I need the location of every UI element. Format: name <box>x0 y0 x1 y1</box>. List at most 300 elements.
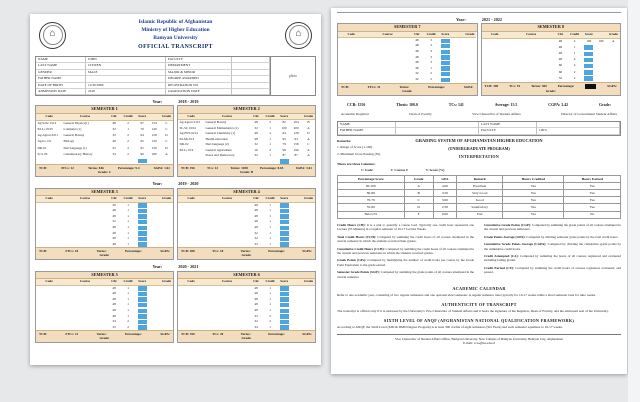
table-cell: 1 <box>127 208 129 213</box>
table-cell: 2 <box>127 145 129 150</box>
course-cell: General Physics(1) <box>63 120 89 125</box>
table-cell: 79 <box>282 142 286 147</box>
semester-column-header: Code <box>178 196 204 202</box>
info-label: DEGREE AWARDED <box>166 76 232 82</box>
table-cell: C <box>165 127 168 132</box>
table-cell: 1 <box>269 241 271 246</box>
score-highlight <box>441 72 450 76</box>
info-label: REGISTRATION NO <box>166 83 232 89</box>
semester-title: SEMESTER 7 <box>338 24 477 32</box>
table-cell: 1 <box>573 50 576 55</box>
score-highlight <box>280 209 289 213</box>
course-cell: contemporary History <box>63 151 93 156</box>
semester-column-header: Course <box>508 32 554 39</box>
table-cell: 48 <box>254 136 258 141</box>
grade-table-cell: 80-89 <box>338 190 405 197</box>
year-line <box>35 99 316 104</box>
grade-table-header-row <box>338 175 621 182</box>
window-background-strip <box>628 0 640 402</box>
table-cell: 1 <box>269 324 271 329</box>
table-cell: 3 <box>430 60 432 65</box>
score-highlight <box>441 66 450 70</box>
table-cell: 140 <box>151 127 157 132</box>
grade-table-cell: D <box>404 204 433 211</box>
table-cell: 1 <box>430 65 432 70</box>
table-cell: 3 <box>430 49 432 54</box>
tcb-part: SGPA: <box>302 249 312 254</box>
year-block-2021-2022 <box>337 12 621 96</box>
score-highlight <box>441 61 450 65</box>
national-emblem-right-icon <box>285 22 312 49</box>
table-cell: 65 <box>140 139 144 144</box>
semester-grid <box>338 32 477 83</box>
semester-column-header: Code <box>36 114 62 121</box>
semester-column-header: Chr <box>250 279 262 285</box>
table-cell: 48 <box>112 213 116 218</box>
table-cell: D <box>165 133 168 138</box>
semester-column-header: Credit <box>120 114 136 121</box>
course-cell: General Mathematics (1) <box>205 125 239 130</box>
tcb-part: Terms: <box>96 332 107 337</box>
definition-item: Cumulative Grade Points (CGP): Computed by summing the grade points of all courses attempted in the current and previous semesters. <box>484 222 621 232</box>
table-cell: 2 <box>127 133 129 138</box>
table-cell: 48 <box>112 236 116 241</box>
table-cell: C <box>165 139 168 144</box>
score-highlight <box>280 286 289 290</box>
table-cell: 48 <box>112 308 116 313</box>
score-highlight <box>138 303 147 307</box>
anqf-heading: SIXTH LEVEL OF ANQF (AFGHANISTAN NATIONAL QUALIFICATION FRAMEWORK) <box>383 317 575 323</box>
table-cell: 64 <box>140 133 144 138</box>
table-cell: 1 <box>127 236 129 241</box>
name-table-value: 100% <box>537 128 620 135</box>
definition-item: Credit Attempted (CA): Computed by summing the hours of all courses registered and evaluated including failing grades. <box>484 254 621 263</box>
university-title: Bamyan University <box>153 34 198 41</box>
table-cell: Ed.Ma 013 <box>179 136 195 141</box>
table-cell: 48 <box>112 208 116 213</box>
table-cell: 1 <box>269 308 271 313</box>
tcb-grade: Grade: <box>545 88 556 93</box>
table-cell: 48 <box>254 202 258 207</box>
semester-column-header: Chr <box>554 32 566 39</box>
table-cell: 87 <box>282 153 286 158</box>
tcb-part: TCB: <box>39 332 47 337</box>
footer-email: E-mail: vcsa@bu.edu.af <box>463 341 495 346</box>
semester-row <box>337 23 621 96</box>
grade-table-cell: Very Good <box>457 190 503 197</box>
course-cell: Computer (1) <box>63 127 82 132</box>
table-cell: 70 <box>140 127 144 132</box>
table-cell: Ag.FNS 0214 <box>179 131 198 136</box>
definition-item: Credit Hours (CH): It is a unit to quantify a course load. Typically one credit hour represents one Lecture (55 Minutes) in a regular semester of 16-17 Lecture Weeks. <box>337 222 474 232</box>
grade-table-cell: 3.50 <box>433 190 457 197</box>
country-title: Islamic Republic of Afghanistan <box>138 19 213 25</box>
table-cell: 3 <box>430 43 432 48</box>
academic-calendar-text: Refer to one academic year, consisting of two regular semesters and one optional short semester. A regular semester runs typically for 16-17 weeks while a short semester lasts for nine weeks. <box>337 293 596 298</box>
year-block-2018-2019 <box>35 99 316 177</box>
table-cell: 1 <box>127 313 129 318</box>
tcb-part: Percentage: <box>268 332 285 337</box>
table-cell: 32 <box>254 313 258 318</box>
definition-term: Cumulative Credit Hours (CCH): <box>337 246 386 251</box>
semester-column-header: Grade <box>160 196 173 202</box>
table-cell: 1 <box>269 136 271 141</box>
table-cell: D <box>307 131 310 136</box>
tcb-part: TCB: 390 <box>484 84 499 89</box>
tcb-part: SGPA: 1.61 <box>153 166 170 171</box>
grade-table-cell: B <box>404 190 433 197</box>
table-cell: 4 <box>573 57 576 62</box>
table-cell: 48 <box>112 230 116 235</box>
info-label: MAJOR & MINOR <box>166 70 232 76</box>
table-cell: 82 <box>282 120 286 125</box>
score-highlight <box>138 237 147 241</box>
score-highlight <box>138 309 147 313</box>
tcb-part: SGPA: 3.61 <box>295 166 312 171</box>
year-line <box>35 264 316 269</box>
year-block-2020-2021 <box>35 264 316 343</box>
definition-term: Grade Points Average (GPA): <box>484 234 527 239</box>
semester-column-header <box>595 32 607 39</box>
remarks-items <box>337 144 380 157</box>
semester-table <box>177 105 316 177</box>
semester-column-header: Code <box>36 196 62 202</box>
semester-column-header: Credit <box>120 196 136 202</box>
signature-row <box>337 108 621 118</box>
university-seal-left-icon <box>39 22 66 49</box>
table-cell: SL.SC 0104 <box>179 125 196 130</box>
score-highlight <box>138 209 147 213</box>
table-cell: 1 <box>127 296 129 301</box>
score-highlight <box>280 220 289 224</box>
table-cell: 48 <box>112 120 116 125</box>
name-table-label: LAST NAME <box>479 122 537 129</box>
score-highlight <box>441 44 450 48</box>
table-cell: 87 <box>294 153 298 158</box>
semester-column-header: Grade <box>160 279 173 285</box>
tcb-part: SGPA: <box>160 249 170 254</box>
tcb-part: TCs: 19 <box>509 84 521 89</box>
semester-table <box>35 271 174 344</box>
table-cell: 48 <box>112 241 116 246</box>
info-label: FACULTY <box>166 57 232 63</box>
semester-title: SEMESTER 3 <box>36 189 173 197</box>
table-cell: 1 <box>269 219 271 224</box>
table-cell: 180 <box>151 151 157 156</box>
ministry-title: Ministry of Higher Education <box>141 26 210 33</box>
semester-table <box>35 105 174 177</box>
semester-row <box>35 271 316 344</box>
table-cell: 32 <box>415 76 419 81</box>
tcb-grade: Grade: <box>99 253 110 258</box>
table-cell: Ag.Agron 0211 <box>37 133 59 138</box>
grade-table-cell: Good <box>457 197 503 204</box>
remark-item: 1. Range of Score (1-100) <box>337 145 373 150</box>
grade-table-cell: No <box>564 211 621 218</box>
tcb-part: Percentage: <box>125 332 142 337</box>
name-table-value <box>396 122 479 129</box>
semester-column-header: Credit <box>262 196 278 202</box>
table-cell: 100 <box>586 38 592 43</box>
grade-table-cell: Yes <box>564 204 621 211</box>
course-cell: Peace and Democracy <box>205 153 235 158</box>
grade-table-cell: 90-100 <box>338 182 405 189</box>
semester-column-header: Grade <box>160 114 173 121</box>
table-cell: 1 <box>573 44 576 49</box>
semester-column-header: Credit <box>262 279 278 285</box>
table-cell: 48 <box>558 50 563 55</box>
semester-column-header: Code <box>178 279 204 285</box>
table-cell: 48 <box>254 308 258 313</box>
table-cell: 1 <box>127 308 129 313</box>
tcb-part: #TCs: 18 <box>65 249 79 254</box>
table-cell: 32 <box>112 145 116 150</box>
table-cell: 1 <box>269 285 271 290</box>
score-highlight <box>138 242 147 246</box>
score-highlight <box>138 320 147 324</box>
score-highlight <box>138 231 147 235</box>
ccb-part: CGPA: 3.42 <box>548 102 569 107</box>
ccb-part: Thesis: 100.0 <box>396 102 418 107</box>
table-cell: 1 <box>269 208 271 213</box>
semester-grid <box>178 196 315 247</box>
table-cell: 1 <box>269 202 271 207</box>
definition-item: Grade Points Average (GPA): Computed by dividing semester grade points by the total credit hours. <box>484 234 619 239</box>
table-cell: 60 <box>558 63 563 68</box>
semester-column-header: Course <box>204 114 250 120</box>
score-highlight <box>280 237 289 241</box>
info-value: JOHN <box>86 57 166 63</box>
course-cell: Dari language (2) <box>205 142 229 147</box>
score-highlight <box>441 55 450 59</box>
semester-column-header: Chr <box>108 279 120 285</box>
semester-column-header: Course <box>204 196 250 202</box>
semester-column-header: Score <box>136 114 148 121</box>
score-highlight <box>584 70 593 74</box>
definition-item: Cumulative Grade Points Average (CGPA): Computed by dividing the cumulative grade points by the cumulative credit hours. <box>484 242 621 251</box>
year-value: 2021 - 2022 <box>481 16 502 22</box>
info-label: NAME <box>36 57 86 63</box>
tcb-part: TCB: <box>341 84 349 89</box>
score-highlight <box>441 39 450 43</box>
table-cell: 32 <box>112 219 116 224</box>
semester-column-header: Chr <box>250 196 262 202</box>
grade-table-column: Percentage Score <box>338 175 405 182</box>
table-cell: 32 <box>254 241 258 246</box>
year-value: 2019 - 2020 <box>178 181 199 187</box>
semester-grid <box>36 279 173 330</box>
score-highlight <box>138 203 147 207</box>
table-cell: 1 <box>127 213 129 218</box>
semester-column-header: Score <box>136 279 148 285</box>
table-cell: 130 <box>151 145 157 150</box>
table-cell: 1 <box>127 127 129 132</box>
score-highlight <box>280 231 289 235</box>
table-cell: 1 <box>127 285 129 290</box>
table-cell: Ag.Agron 0112 <box>179 120 201 125</box>
semester-column-header: Score <box>278 196 290 202</box>
table-cell: Ag.ba 131 <box>37 139 52 144</box>
grading-heading-3: INTERPRETATION <box>458 153 500 159</box>
table-cell: DR-01 <box>37 145 47 150</box>
ccb-part: CCB: 1556 <box>347 102 366 107</box>
table-cell: A <box>307 136 310 141</box>
tcb-part: SGPA: <box>160 332 170 337</box>
info-label: ADMISSION DATE <box>36 89 86 95</box>
name-table-value <box>537 122 620 129</box>
score-highlight <box>280 242 289 246</box>
semester-column-header: Code <box>338 32 364 38</box>
tcb-summary <box>36 164 173 176</box>
ccb-part: TCs: 141 <box>448 102 464 107</box>
student-info-table <box>35 56 316 96</box>
grade-table-head <box>338 175 621 182</box>
tcb-part: Percentage: 9.4 <box>117 166 140 171</box>
semester-column-header: Course <box>62 196 108 202</box>
table-cell: 32 <box>112 133 116 138</box>
score-highlight <box>138 220 147 224</box>
course-cell: Health education <box>205 136 228 141</box>
tcb-part: Terms: <box>240 249 251 254</box>
cumulative-summary-row <box>337 100 621 108</box>
course-cell: Biology <box>63 139 75 144</box>
name-confirmation-table <box>337 121 621 136</box>
table-cell: A <box>307 125 310 130</box>
footer-address: Vice Chancellor of Student Affairs Office, Bamyan University, New Campus of Bamyan University, Bamyan City, Afghanistan <box>395 336 563 341</box>
tcb-part: TCs: 12 <box>207 166 219 171</box>
table-cell: 2 <box>573 75 576 80</box>
grade-table-cell: Yes <box>564 182 621 189</box>
table-cell: 48 <box>415 65 419 70</box>
definition-term: Cumulative Grade Points (CGP): <box>484 222 533 227</box>
table-cell: 32 <box>415 71 419 76</box>
table-cell: 1 <box>127 219 129 224</box>
info-label: GENDER <box>36 70 86 76</box>
table-cell: 1 <box>269 236 271 241</box>
table-cell: 2 <box>127 324 129 329</box>
table-cell: 48 <box>415 60 419 65</box>
name-table-value <box>396 128 479 135</box>
score-highlight <box>584 58 593 62</box>
table-cell: DR-02 <box>179 142 189 147</box>
tcb-part: SGPA: <box>302 332 312 337</box>
semester-table <box>177 188 316 261</box>
table-cell: 1 <box>269 142 271 147</box>
table-cell: 1 <box>269 296 271 301</box>
definitions-section <box>337 223 621 282</box>
table-cell: C <box>307 142 310 147</box>
table-cell: 4 <box>573 63 576 68</box>
tcb-summary <box>178 164 315 176</box>
definition-item: Total Credit Hours (TCH): Computed by summing the credit hours of all courses attempted in the current semester in which the students received their grades. <box>337 234 474 244</box>
score-highlight <box>138 159 147 163</box>
semester-column-header: Credit <box>423 32 439 38</box>
table-cell: 48 <box>415 49 419 54</box>
score-highlight <box>280 297 289 301</box>
tcb-grade: Grade: <box>99 336 110 341</box>
table-cell: 32 <box>254 236 258 241</box>
name-table-label: NAME <box>338 122 396 129</box>
semester-column-header: Code <box>482 32 508 39</box>
definition-term: Total Credit Hours (TCH): <box>337 234 378 239</box>
year-label: Year: <box>152 181 163 187</box>
table-cell: 64 <box>282 131 286 136</box>
table-cell: 3 <box>430 37 432 42</box>
definition-item: Credit Earned (CE): Computed by summing the credit hours of courses registered, evaluated, and passed. <box>484 265 621 275</box>
score-highlight <box>280 309 289 313</box>
grade-table-cell: Fail <box>457 211 503 218</box>
tcb-grade: Grade: C <box>97 170 112 175</box>
authenticity-heading: AUTHENTICITY OF TRANSCRIPT <box>441 301 517 307</box>
definition-item: Cumulative Credit Hours (CCH): Computed by summing the credit hours of all courses attempted in the current and previous semesters in which the students received grades. <box>337 246 475 256</box>
table-cell: 128 <box>151 133 157 138</box>
score-highlight <box>280 325 289 329</box>
table-cell: 60 <box>558 69 563 74</box>
grade-table-cell: Excellent <box>457 182 503 189</box>
course-cell: General Agriculture <box>205 147 232 152</box>
table-cell: 2 <box>430 71 432 76</box>
definitions-left-column <box>337 223 474 282</box>
tcb-part: TCB: 196 <box>181 166 195 171</box>
table-cell: 2 <box>127 151 129 156</box>
table-cell: 2 <box>269 131 271 136</box>
score-highlight <box>280 203 289 207</box>
grade-table-cell: 70-79 <box>338 197 405 204</box>
table-cell: A <box>612 38 615 43</box>
table-cell: 34 <box>112 151 116 156</box>
info-label: GRADUATION DATE <box>166 89 232 95</box>
table-cell: 48 <box>254 291 258 296</box>
table-cell: Ed.Lc 019 <box>179 147 194 152</box>
grade-table-cell: 2.50 <box>433 204 457 211</box>
tcb-part: #TCs: 21 <box>65 332 79 337</box>
table-cell: 48 <box>112 291 116 296</box>
tcb-part: Terms: <box>399 84 410 89</box>
year-label: Year: <box>455 16 466 22</box>
info-value: 2018 <box>86 89 166 95</box>
semester-column-header: Course <box>62 114 108 121</box>
columns-note-item: 1: Code <box>361 167 373 172</box>
definitions-right-column <box>484 223 621 282</box>
definition-term: Cumulative Grade Points Average (CGPA): <box>484 242 548 247</box>
grade-table-cell: Below55 <box>338 211 405 218</box>
table-cell: 32 <box>112 324 116 329</box>
table-cell: A <box>165 151 168 156</box>
course-cell: Dari language (1) <box>63 145 87 150</box>
grade-table-row <box>338 197 621 204</box>
tcb-part: #TCs: 21 <box>367 84 381 89</box>
tcb-grade: Grade: <box>241 253 252 258</box>
year-line <box>337 17 621 22</box>
grade-table-body <box>338 182 621 218</box>
columns-note-title: There are three Columns: <box>337 161 376 166</box>
grade-table-row <box>338 182 621 189</box>
grade-table-cell: Yes <box>564 190 621 197</box>
table-cell: 48 <box>254 131 258 136</box>
table-cell: 67 <box>140 120 144 125</box>
table-cell: 1 <box>127 241 129 246</box>
table-cell: 134 <box>151 120 157 125</box>
semester-column-header: Score <box>583 32 595 39</box>
table-cell: 1 <box>269 302 271 307</box>
table-cell: 34 <box>112 319 116 324</box>
transcript-page-1 <box>30 14 321 365</box>
table-cell: 1 <box>127 230 129 235</box>
table-cell: 48 <box>112 296 116 301</box>
grade-table-cell: Yes <box>503 190 564 197</box>
table-cell: 130 <box>151 139 157 144</box>
semester-title: SEMESTER 1 <box>36 106 173 114</box>
